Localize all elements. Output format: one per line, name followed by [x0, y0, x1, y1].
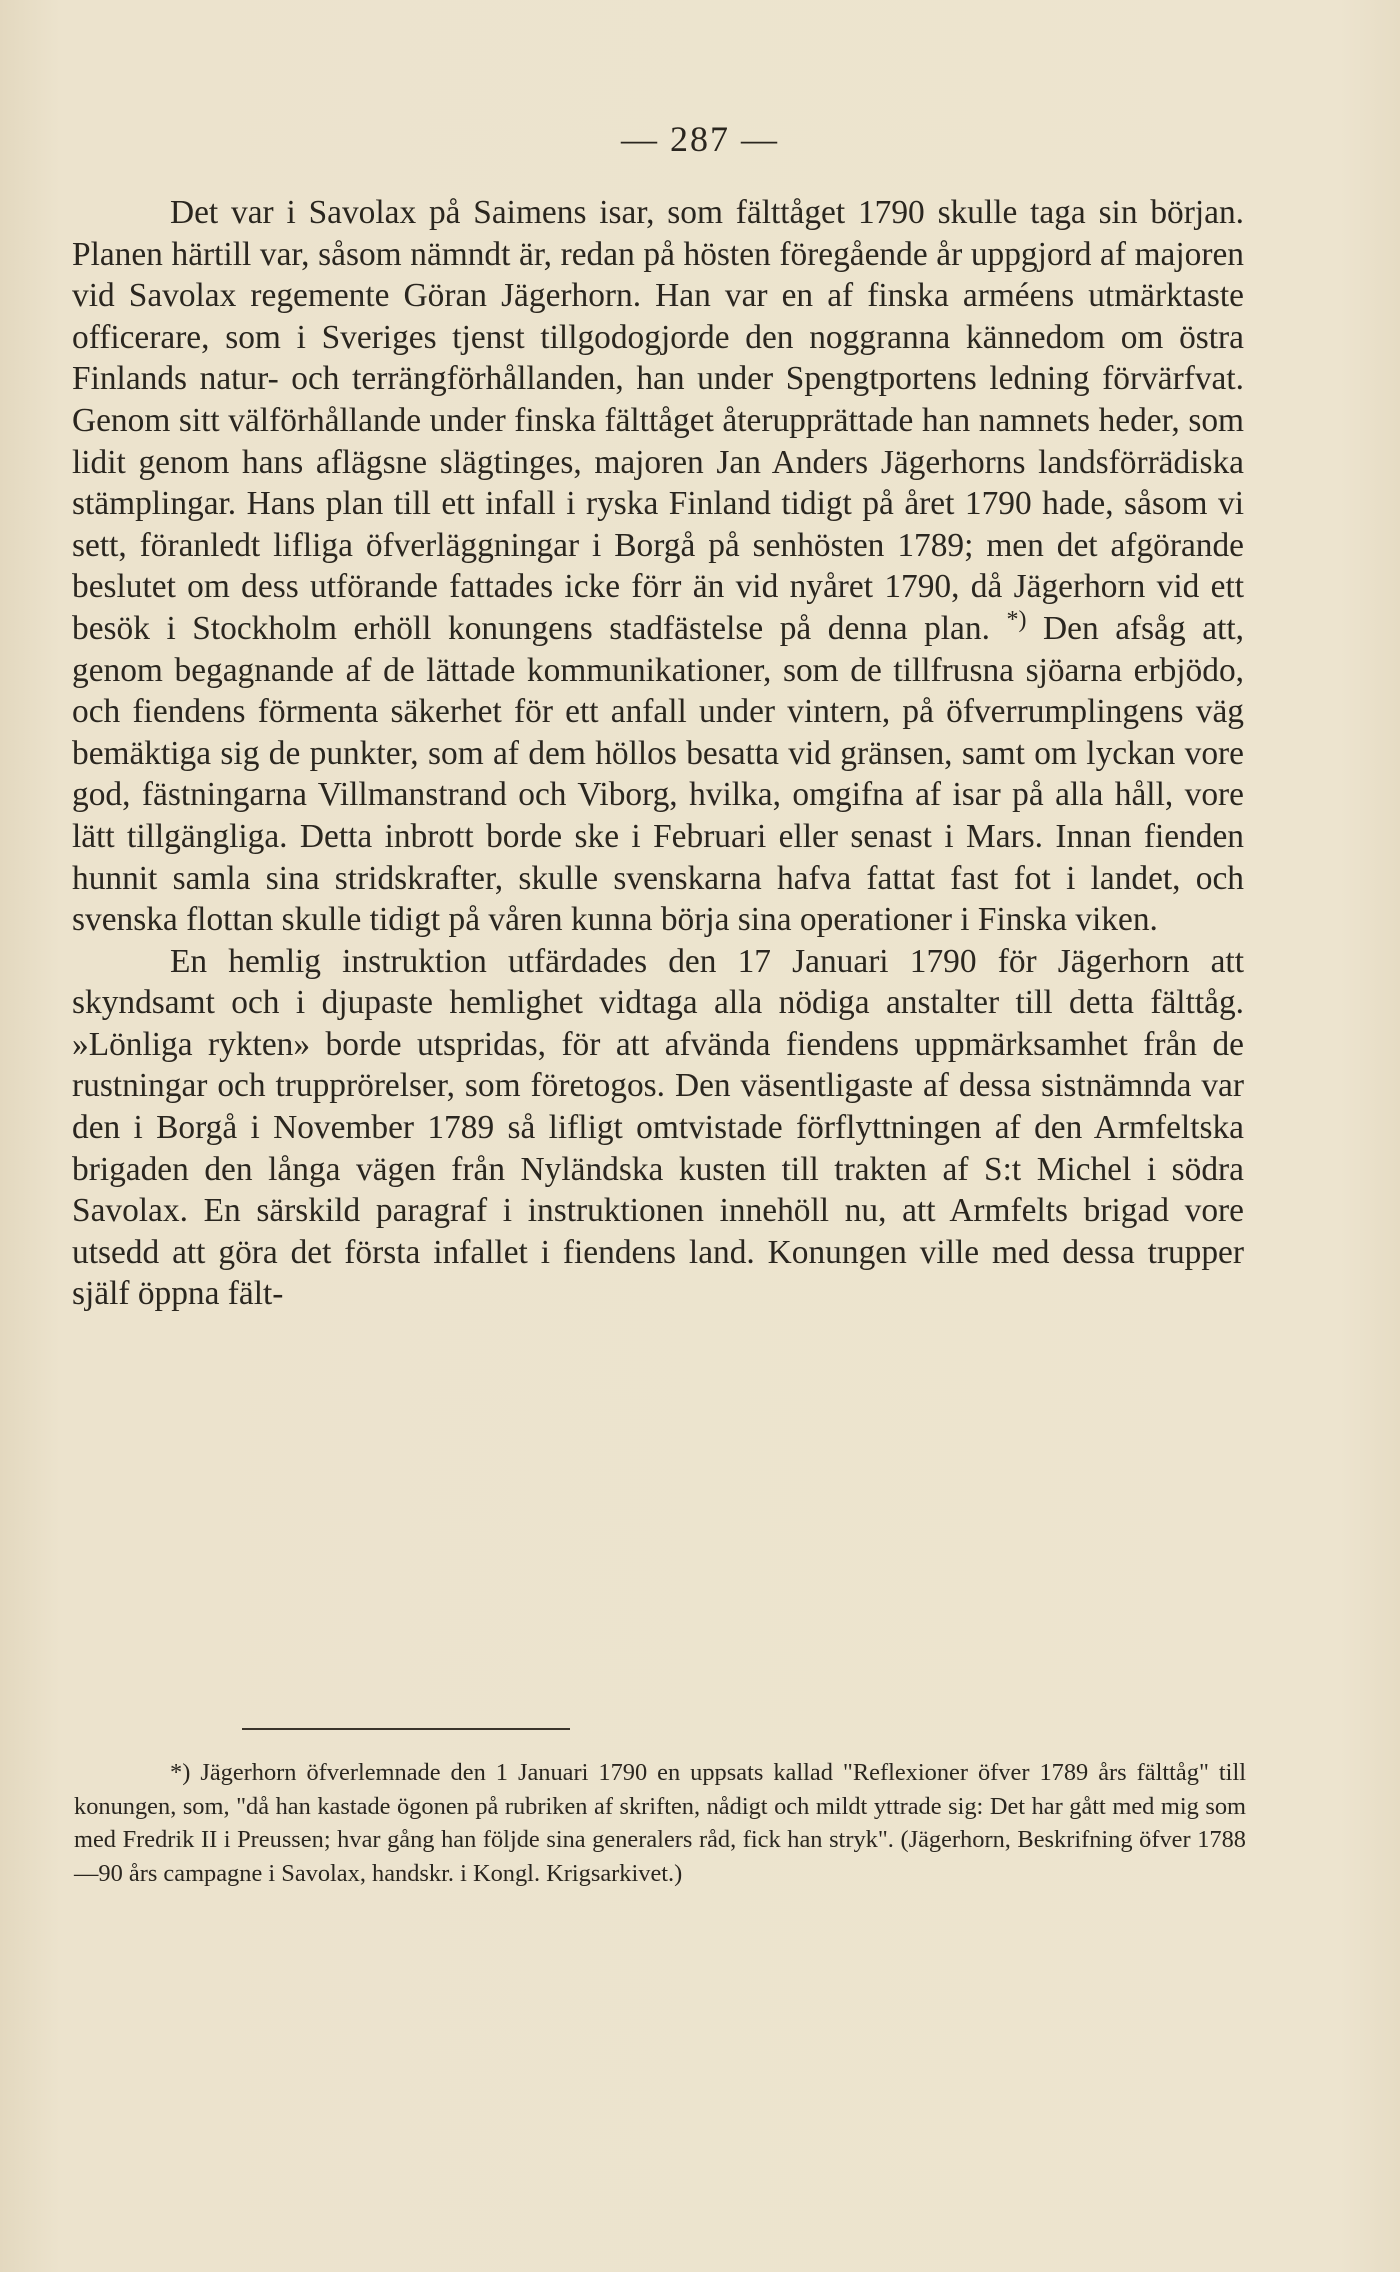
paragraph-1-text: Det var i Savolax på Saimens isar, som fälttåget 1790 skulle taga sin början. Planen härtill var, såsom nämndt är, redan på hösten föregående år uppgjord af majoren vid Savolax regemente Göran Jägerhorn. Han var en af finska arméens utmärktaste officerare, som i Sveriges tjenst tillgodogjorde den noggranna kännedom om östra Finlands natur- och terrängförhållanden, han under Spengtportens ledning förvärfvat. Genom sitt välförhållande under finska fälttåget återupprättade han namnets heder, som lidit genom hans aflägsne slägtinges, majoren Jan Anders Jägerhorns landsförrädiska stämplingar. Hans plan till ett infall i ryska Finland tidigt på året 1790 hade, såsom vi sett, föranledt lifliga öfverläggningar i Borgå på senhösten 1789; men det afgörande beslutet om dess utförande fattades icke förr än vid nyåret 1790, då Jägerhorn vid ett besök i Stockholm erhöll konungens stadfästelse på denna plan.	[72, 194, 1244, 647]
paragraph-2: En hemlig instruktion utfärdades den 17 Januari 1790 för Jägerhorn att skyndsamt och i djupaste hemlighet vidtaga alla nödiga anstalter till detta fälttåg. »Lönliga rykten» borde utspridas, för att afvända fiendens uppmärksamhet från de rustningar och trupprörelser, som företogos. Den väsentligaste af dessa sistnämnda var den i Borgå i November 1789 så lifligt omtvistade förflyttningen af den Armfeltska brigaden den långa vägen från Nyländska kusten till trakten af S:t Michel i södra Savolax. En särskild paragraf i instruktionen innehöll nu, att Armfelts brigad vore utsedd att göra det första infallet i fiendens land. Konungen ville med dessa trupper själf öppna fält-	[72, 942, 1244, 1313]
footnote	[74, 1756, 1246, 1890]
footnote-reference: *)	[1006, 606, 1027, 633]
footnote-marker: *)	[170, 1759, 191, 1786]
footnote-divider	[242, 1728, 570, 1730]
paragraph-1	[72, 192, 1244, 941]
page-number: — 287 —	[621, 119, 779, 159]
footnote-text: Jägerhorn öfverlemnade den 1 Januari 1790 en uppsats kallad "Reflexioner öfver 1789 års fälttåg" till konungen, som, "då han kastade ögonen på rubriken af skriften, nådigt och mildt yttrade sig: Det har gått med mig som med Fredrik II i Preussen; hvar gång han följde sina generalers råd, fick han stryk". (Jägerhorn, Beskrifning öfver 1788—90 års campagne i Savolax, handskr. i Kongl. Krigsarkivet.)	[74, 1759, 1246, 1887]
paragraph-1-continuation: Den afsåg att, genom begagnande af de lättade kommunikationer, som de tillfrusna sjöarna erbjödo, och fiendens förmenta säkerhet för ett anfall under vintern, på öfverrumplingens väg bemäktiga sig de punkter, som af dem höllos besatta vid gränsen, samt om lyckan vore god, fästningarna Villmanstrand och Viborg, hvilka, omgifna af isar på alla håll, vore lätt tillgängliga. Detta inbrott borde ske i Februari eller senast i Mars. Innan fienden hunnit samla sina stridskrafter, skulle svenskarna hafva fattat fast fot i landet, och svenska flottan skulle tidigt på våren kunna börja sina operationer i Finska viken.	[72, 609, 1244, 939]
body-text	[72, 192, 1244, 1315]
